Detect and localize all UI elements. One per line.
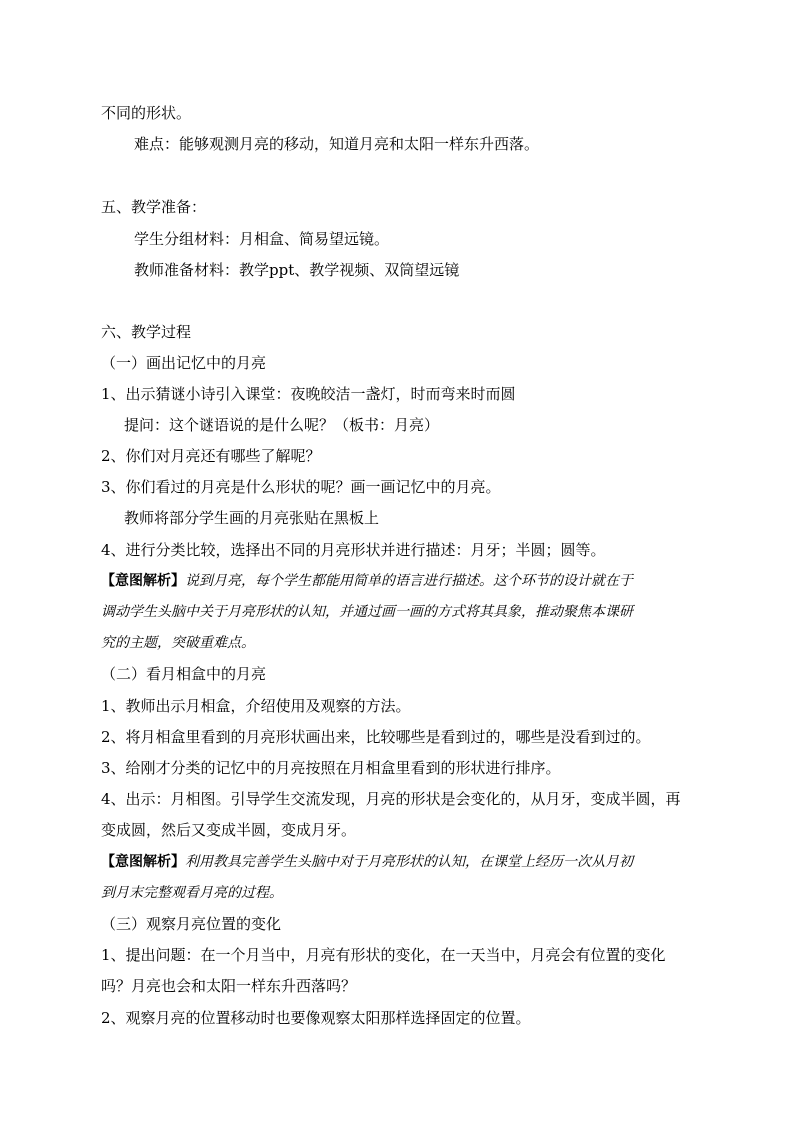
text-line: 难点：能够观测月亮的移动，知道月亮和太阳一样东升西落。 xyxy=(134,135,540,153)
text-line: 2、你们对月亮还有哪些了解呢？ xyxy=(101,447,321,465)
text-line: 1、提出问题：在一个月当中，月亮有形状的变化，在一天当中，月亮会有位置的变化 xyxy=(101,946,666,964)
text-line: 1、教师出示月相盒，介绍使用及观察的方法。 xyxy=(101,697,411,715)
subsection-heading: （一）画出记忆中的月亮 xyxy=(101,354,267,372)
intent-text: 利用教具完善学生头脑中对于月亮形状的认知，在课堂上经历一次从月初 xyxy=(185,854,633,870)
text-line: 3、给刚才分类的记忆中的月亮按照在月相盒里看到的形状进行排序。 xyxy=(101,759,561,777)
text-line: 3、你们看过的月亮是什么形状的呢？画一画记忆中的月亮。 xyxy=(101,478,501,496)
intent-label: 【意图解析】 xyxy=(101,573,185,589)
intent-analysis xyxy=(101,574,633,588)
text-line: 究的主题，突破重难点。 xyxy=(101,635,255,651)
text-line: 教师准备材料：教学ppt、教学视频、双筒望远镜 xyxy=(134,261,460,279)
text-line: 学生分组材料：月相盒、简易望远镜。 xyxy=(134,230,390,248)
subsection-heading: （二）看月相盒中的月亮 xyxy=(101,665,267,683)
section-heading: 六、教学过程 xyxy=(101,323,192,341)
text-line: 变成圆，然后又变成半圆，变成月牙。 xyxy=(101,821,357,839)
intent-text: 说到月亮，每个学生都能用简单的语言进行描述。这个环节的设计就在于 xyxy=(185,573,633,589)
intent-analysis xyxy=(101,855,633,869)
text-line: 到月末完整观看月亮的过程。 xyxy=(101,885,283,901)
section-heading: 五、教学准备： xyxy=(101,198,207,216)
text-line: 2、观察月亮的位置移动时也要像观察太阳那样选择固定的位置。 xyxy=(101,1009,531,1027)
text-line: 提问：这个谜语说的是什么呢？（板书：月亮） xyxy=(124,416,440,434)
text-line: 1、出示猜谜小诗引入课堂：夜晚皎洁一盏灯，时而弯来时而圆 xyxy=(101,385,516,403)
text-line: 教师将部分学生画的月亮张贴在黑板上 xyxy=(124,509,380,527)
text-line: 4、进行分类比较，选择出不同的月亮形状并进行描述：月牙；半圆；圆等。 xyxy=(101,541,606,559)
text-line: 4、出示：月相图。引导学生交流发现，月亮的形状是会变化的，从月牙，变成半圆，再 xyxy=(101,790,681,808)
text-line: 2、将月相盒里看到的月亮形状画出来，比较哪些是看到过的，哪些是没看到过的。 xyxy=(101,728,651,746)
text-line: 吗？月亮也会和太阳一样东升西落吗？ xyxy=(101,977,357,995)
intent-label: 【意图解析】 xyxy=(101,854,185,870)
text-line: 调动学生头脑中关于月亮形状的认知，并通过画一画的方式将其具象，推动聚焦本课研 xyxy=(101,604,633,620)
text-line: 不同的形状。 xyxy=(101,104,192,122)
subsection-heading: （三）观察月亮位置的变化 xyxy=(101,915,282,933)
